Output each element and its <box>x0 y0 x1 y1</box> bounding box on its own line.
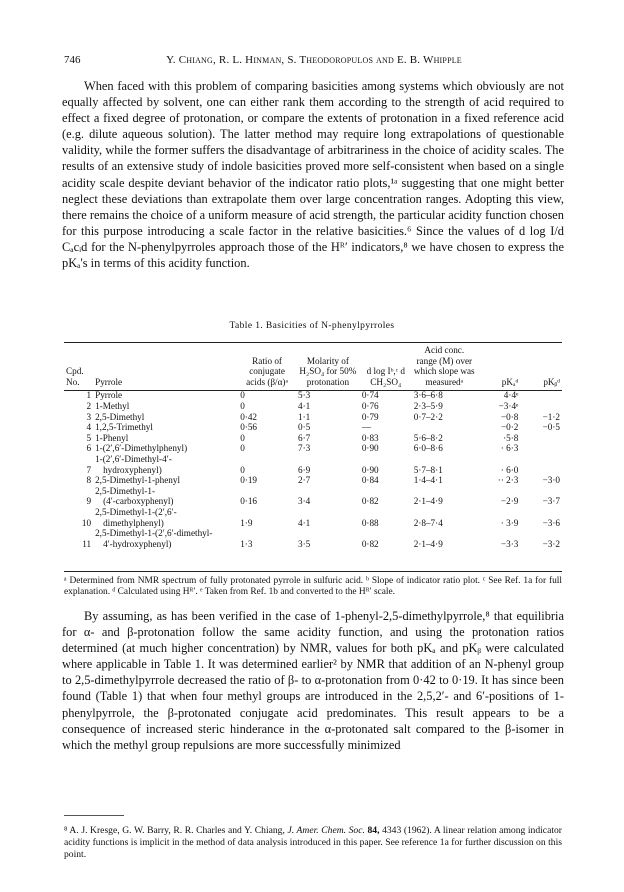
cell-pkb: −3·7 <box>542 496 560 507</box>
cell-molarity: 4·1 <box>297 400 311 411</box>
table-row <box>64 412 562 423</box>
pyrrole-name-cont: 4′-hydroxyphenyl) <box>103 538 172 549</box>
cell-ratio: 0·19 <box>240 475 258 486</box>
cell-acid-range: 5·6–8·2 <box>413 432 443 443</box>
cell-pyrrole <box>93 475 238 486</box>
cell-no: 11 <box>82 538 92 549</box>
cell-ratio: 0 <box>240 390 245 401</box>
cell-pka: −2·9 <box>500 496 519 507</box>
cell-pkb: −3·2 <box>542 538 560 549</box>
cell-dlog: 0·74 <box>361 390 379 401</box>
cell-molarity: 4·1 <box>297 517 311 528</box>
cell-dlog: 0·79 <box>361 411 379 422</box>
cell-no: 7 <box>86 464 92 475</box>
cell-acid-range: 2·8–7·4 <box>413 517 443 528</box>
cell-pkb: −3·6 <box>542 517 560 528</box>
pyrrole-name-cont: hydroxyphenyl) <box>103 464 162 475</box>
cell-acid-range: 2·1–4·9 <box>413 496 443 507</box>
cell-acid-range: 0·7–2·2 <box>413 411 443 422</box>
header-ratio: Ratio of conjugate acids (β/α)ᵃ <box>246 355 288 387</box>
cell-pkb: −0·5 <box>542 422 560 433</box>
cell-no: 3 <box>86 411 92 422</box>
cell-ratio: 1·3 <box>240 538 253 549</box>
cell-pyrrole <box>93 433 238 444</box>
cell-dlog: 0·90 <box>361 443 379 454</box>
table-row <box>64 454 562 475</box>
cell-acid-range: 6·0–8·6 <box>413 443 443 454</box>
cell-pyrrole <box>93 507 238 528</box>
table-row <box>64 507 562 528</box>
header-dlog: d log Iᵇ,ᶜ d CH₂SO₄ <box>366 366 405 387</box>
running-head: Y. Chiang, R. L. Hinman, S. Theodoropulos and E. B. Whipple <box>166 54 462 66</box>
cell-ratio: 1·9 <box>240 517 253 528</box>
cell-pyrrole <box>93 422 238 433</box>
paragraph-1: When faced with this problem of comparing basicities among systems which obviously are not equally affected by solvent, one can either rank them according to the strength of acid required to effect a fixed degree of protonation, or compare the extents of protonation in a fixed reference acid (e.g. dilute aqueous solution). The latter method may require long extrapolations of questionable validity, while the former suffers the disadvantage of arbitrariness in the choice of acidity scales. The results of an extensive study of indole basicities proved more self-consistent when based on a single acidity scale despite deviant behavior of the indicator ratio plots,¹ᵃ suggesting that one might better neglect these deviations than extrapolate them over large concentration ranges. Adopting this view, there remains the choice of a uniform measure of acid strength, the particular acidity function chosen for this purpose introducing a scale factor in the relative basicities.⁶ Since the values of d log I/d Cₐcᵢd for the N-phenylpyrroles approach those of the Hᴿ′ indicators,⁸ we have chosen to express the pKₐ's in terms of this acidity function. <box>62 79 564 271</box>
pyrrole-name: 1-Methyl <box>95 400 130 411</box>
cell-no: 9 <box>86 496 92 507</box>
cell-molarity: 3·4 <box>297 496 311 507</box>
table-row <box>64 433 562 444</box>
table-row <box>64 528 562 549</box>
pyrrole-name: 1-(2′,6′-Dimethyl-4′- <box>95 453 172 464</box>
cell-ratio: 0 <box>240 464 245 475</box>
page-number: 746 <box>64 54 81 66</box>
cell-molarity: 2·7 <box>297 475 311 486</box>
cell-pkb <box>520 454 562 475</box>
table-row <box>64 422 562 433</box>
cell-acid-range: 2·1–4·9 <box>413 538 443 549</box>
cell-dlog: 0·90 <box>361 464 379 475</box>
cell-ratio: 0 <box>240 443 245 454</box>
footnote-authors: A. J. Kresge, G. W. Barry, R. R. Charles and Y. Chiang, <box>69 825 285 836</box>
pyrrole-name: 2,5-Dimethyl-1-phenyl <box>95 475 181 486</box>
footnote-marker: ⁸ <box>64 825 68 836</box>
cell-molarity: 5·3 <box>297 390 311 401</box>
basicities-table <box>64 345 562 549</box>
cell-pkb <box>520 433 562 444</box>
pyrrole-name: 2,5-Dimethyl-1-(2′,6′- <box>95 506 177 517</box>
pyrrole-name-cont: (4′-carboxyphenyl) <box>103 496 174 507</box>
cell-dlog: 0·84 <box>361 475 379 486</box>
cell-pka: · 6·3 <box>500 443 519 454</box>
cell-pkb: −1·2 <box>542 411 560 422</box>
cell-pka: −0·2 <box>500 422 519 433</box>
cell-pyrrole <box>93 401 238 412</box>
paragraph-2: By assuming, as has been verified in the case of 1-phenyl-2,5-dimethylpyrrole,⁸ that equilibria for α- and β-protonation follow the same acidity function, and using the protonation ratios determined (at much higher concentration) by NMR, values for both pKₐ and pKᵦ were calculated where applicable in Table 1. It was determined earlier² by NMR that addition of an N-phenyl group to 2,5-dimethylpyrrole decreased the ratio of β- to α-protonation from 0·42 to 0·19. It has since been found (Table 1) that when four methyl groups are introduced in the 2,5,2′- and 6′-positions of 1-phenylpyrrole, the β-protonated conjugate acid predominates. This result appears to be a consequence of increased steric hinderance in the α-protonated salt compared to the β-isomer in which the methyl group repulsions are more successfully minimized <box>62 609 564 752</box>
cell-ratio: 0·42 <box>240 411 258 422</box>
table-head <box>64 345 562 390</box>
footnote-volume: 84, <box>367 825 380 836</box>
cell-molarity: 1·1 <box>297 411 311 422</box>
cell-pka: −3·4ᵉ <box>498 400 519 411</box>
cell-dlog: — <box>361 422 371 433</box>
cell-pka: · 3·9 <box>500 517 519 528</box>
footnote-rest: 4343 (1962). A linear relation among indicator acidity functions is implicit in the method of data analysis introduced in this paper. See reference 1a for further discussion on this point. <box>64 825 562 861</box>
cell-acid-range: 3·6–6·8 <box>413 390 443 401</box>
cell-pka: ·· 2·3 <box>497 475 519 486</box>
pyrrole-name: 1,2,5-Trimethyl <box>95 422 153 433</box>
pyrrole-name: Pyrrole <box>95 390 123 401</box>
footnote-journal: J. Amer. Chem. Soc. <box>287 825 365 836</box>
cell-acid-range: 2·3–5·9 <box>413 400 443 411</box>
cell-pka: ·5·8 <box>503 432 519 443</box>
cell-molarity: 7·3 <box>297 443 311 454</box>
pyrrole-name-cont: dimethylphenyl) <box>103 517 164 528</box>
cell-dlog: 0·82 <box>361 538 379 549</box>
cell-molarity: 6·9 <box>297 464 311 475</box>
table-row <box>64 401 562 412</box>
pyrrole-name: 2,5-Dimethyl-1- <box>95 485 156 496</box>
table-row <box>64 443 562 454</box>
cell-dlog: 0·76 <box>361 400 379 411</box>
header-acid-range: Acid conc. range (M) over which slope was measuredᵃ <box>413 345 475 387</box>
pyrrole-name: 1-(2′,6′-Dimethylphenyl) <box>95 443 188 454</box>
cell-no: 6 <box>86 443 92 454</box>
table-footnote: ᵃ Determined from NMR spectrum of fully protonated pyrrole in sulfuric acid. ᵇ Slope of indicator ratio plot. ᶜ See Ref. 1a for full explanation. ᵈ Calculated using Hᴿ′. ᵉ Taken from Ref. 1b and converted to the Hᴿ′ scale. <box>64 576 562 597</box>
cell-no: 8 <box>86 475 92 486</box>
header-molarity: Molarity of H₂SO₄ for 50% protonation <box>299 355 357 387</box>
table-caption: Table 1. Basicities of N-phenylpyrroles <box>229 321 395 331</box>
cell-pkb <box>520 390 562 401</box>
table-row <box>64 486 562 507</box>
cell-pyrrole <box>93 412 238 423</box>
cell-no: 5 <box>86 432 92 443</box>
header-pyrrole: Pyrrole <box>95 376 123 387</box>
cell-pyrrole <box>93 443 238 454</box>
cell-pyrrole <box>93 486 238 507</box>
footnote-rule <box>64 815 124 816</box>
cell-ratio: 0·56 <box>240 422 258 433</box>
cell-ratio: 0 <box>240 400 245 411</box>
bottom-footnote <box>64 825 562 862</box>
table-row <box>64 390 562 401</box>
cell-no: 2 <box>86 400 92 411</box>
cell-pka: 4·4ᵉ <box>503 390 519 401</box>
cell-dlog: 0·88 <box>361 517 379 528</box>
cell-ratio: 0 <box>240 432 245 443</box>
pyrrole-name: 1-Phenyl <box>95 432 129 443</box>
header-pka: pKₐᵈ <box>501 376 519 387</box>
table-body <box>64 390 562 549</box>
cell-no: 10 <box>81 517 92 528</box>
table-head-rule <box>64 390 562 391</box>
cell-dlog: 0·83 <box>361 432 379 443</box>
page-header <box>64 54 564 70</box>
cell-pkb <box>520 401 562 412</box>
cell-pyrrole <box>93 390 238 401</box>
cell-molarity: 6·7 <box>297 432 311 443</box>
header-no: Cpd. No. <box>66 366 84 387</box>
cell-pka: −3·3 <box>500 538 519 549</box>
cell-acid-range <box>412 422 477 433</box>
table-row <box>64 475 562 486</box>
cell-acid-range: 5·7–8·1 <box>413 464 443 475</box>
cell-pkb <box>520 443 562 454</box>
pyrrole-name: 2,5-Dimethyl <box>95 411 145 422</box>
cell-no: 4 <box>86 422 92 433</box>
cell-pkb: −3·0 <box>542 475 560 486</box>
cell-pyrrole <box>93 454 238 475</box>
cell-pyrrole <box>93 528 238 549</box>
cell-no: 1 <box>86 390 92 401</box>
pyrrole-name: 2,5-Dimethyl-1-(2′,6′-dimethyl- <box>95 528 213 539</box>
cell-ratio: 0·16 <box>240 496 258 507</box>
table-bottom-rule <box>64 571 562 572</box>
table-top-rule <box>64 342 562 343</box>
cell-dlog: 0·82 <box>361 496 379 507</box>
cell-acid-range: 1·4–4·1 <box>413 475 443 486</box>
cell-pka: · 6·0 <box>500 464 519 475</box>
cell-molarity: 3·5 <box>297 538 311 549</box>
cell-pka: −0·8 <box>500 411 519 422</box>
header-pkb: pKᵦᵈ <box>543 376 560 387</box>
cell-molarity: 0·5 <box>297 422 311 433</box>
